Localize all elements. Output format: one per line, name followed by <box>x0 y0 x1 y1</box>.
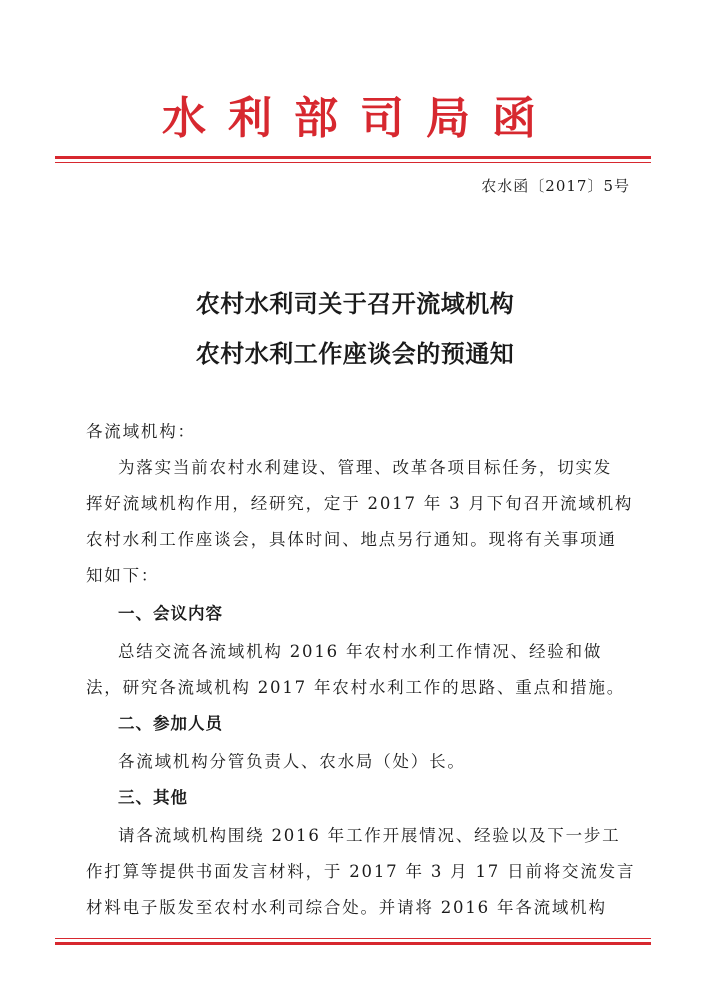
intro-line: 挥好流域机构作用，经研究，定于 2017 年 3 月下旬召开流域机构 <box>86 494 634 513</box>
section-line: 总结交流各流域机构 2016 年农村水利工作情况、经验和做 <box>118 642 603 661</box>
document-title-line-2: 农村水利工作座谈会的预通知 <box>195 340 515 368</box>
section-line: 请各流域机构围绕 2016 年工作开展情况、经验以及下一步工 <box>118 826 621 845</box>
salutation: 各流域机构： <box>86 422 196 441</box>
section-heading-other: 三、其他 <box>118 788 188 807</box>
section-heading-participants: 二、参加人员 <box>118 714 223 733</box>
intro-line: 为落实当前农村水利建设、管理、改革各项目标任务，切实发 <box>118 458 613 477</box>
section-line: 作打算等提供书面发言材料，于 2017 年 3 月 17 日前将交流发言 <box>86 862 636 881</box>
document-title-line-1: 农村水利司关于召开流域机构 <box>195 290 515 318</box>
section-line: 各流域机构分管负责人、农水局（处）长。 <box>118 752 466 771</box>
masthead-rule-thick <box>55 156 651 159</box>
footer-rule-thick <box>55 942 651 945</box>
section-line: 法，研究各流域机构 2017 年农村水利工作的思路、重点和措施。 <box>86 678 626 697</box>
masthead-title: 水利部司局函 <box>162 93 558 144</box>
footer-rule-thin <box>55 938 651 939</box>
document-number: 农水函〔2017〕5号 <box>481 177 630 195</box>
masthead-rule-thin <box>55 162 651 163</box>
section-line: 材料电子版发至农村水利司综合处。并请将 2016 年各流域机构 <box>86 898 607 917</box>
intro-line: 知如下： <box>86 566 160 585</box>
section-heading-meeting-content: 一、会议内容 <box>118 604 223 623</box>
intro-line: 农村水利工作座谈会，具体时间、地点另行通知。现将有关事项通 <box>86 530 617 549</box>
